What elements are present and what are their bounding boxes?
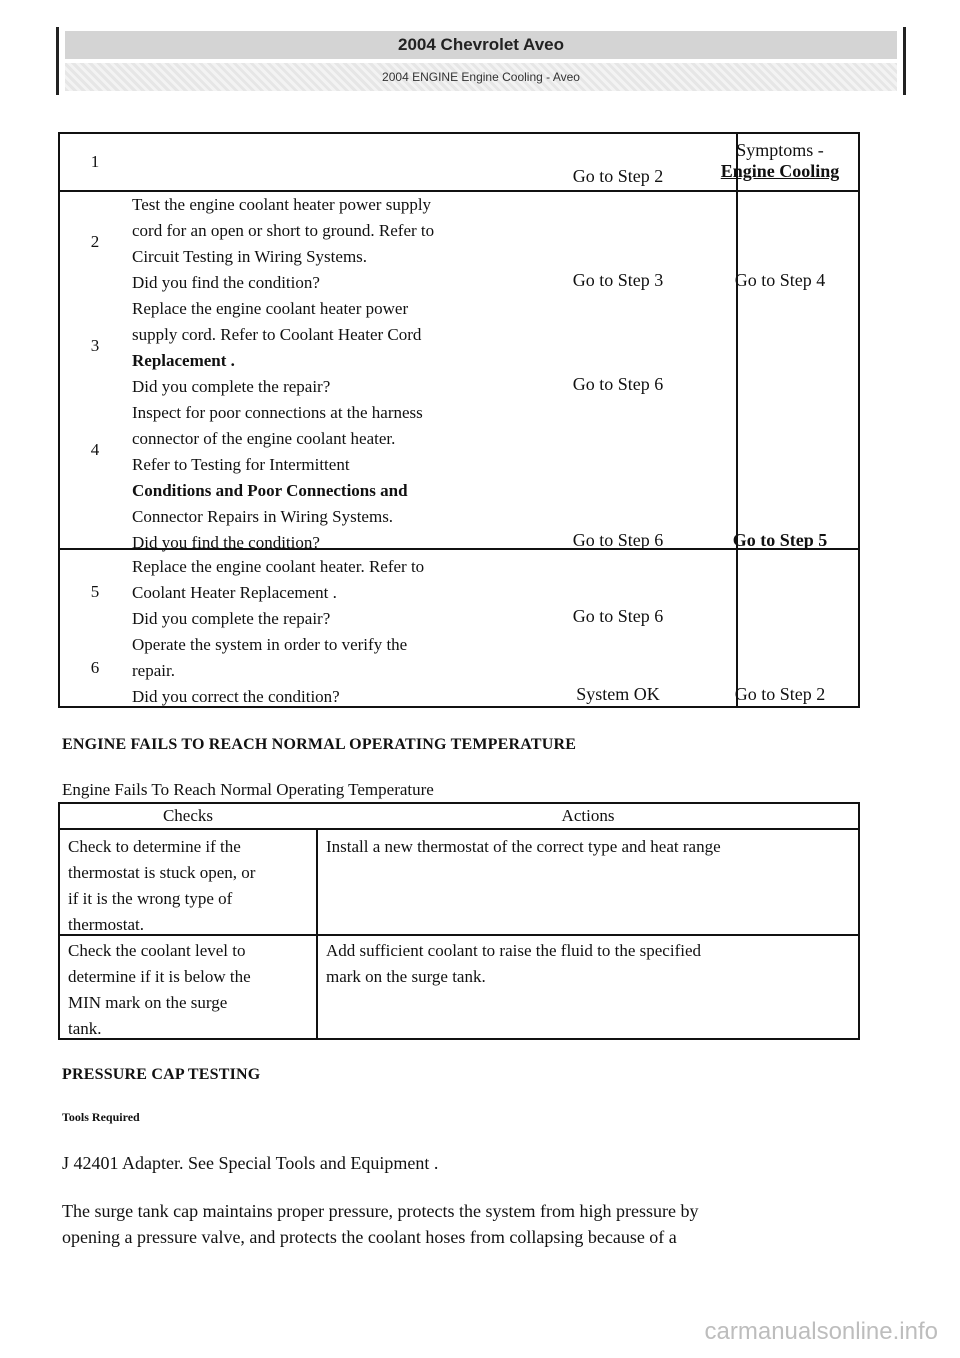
column-divider [736, 134, 738, 706]
check-cell [68, 834, 314, 938]
special-tools-link[interactable]: J 42401 Adapter. See Special Tools and Equipment . [62, 1153, 439, 1173]
section-title: PRESSURE CAP TESTING [62, 1066, 261, 1083]
question-line: Did you complete the repair? [132, 377, 331, 396]
diagnostic-table [58, 132, 860, 708]
action-line: mark on the surge tank. [326, 967, 486, 986]
action-line: Conditions and Poor Connections and [132, 481, 408, 500]
question-line: Did you find the condition? [132, 273, 320, 292]
step-number: 6 [90, 658, 100, 677]
action-cell [326, 834, 858, 860]
no-action: Go to Step 4 [734, 270, 826, 290]
step-number: 2 [90, 232, 100, 251]
action-cell [326, 938, 858, 990]
yes-action: System OK [576, 684, 660, 704]
paragraph-line: opening a pressure valve, and protects the coolant hoses from collapsing because of a [62, 1227, 677, 1247]
question-line: Did you correct the condition? [132, 687, 340, 706]
check-line: Check the coolant level to [68, 941, 246, 960]
action-line: Test the engine coolant heater power supply [132, 195, 432, 214]
testing-intermittent-link[interactable]: Refer to Testing for Intermittent [132, 455, 350, 474]
column-divider [316, 828, 318, 1038]
tools-required-label: Tools Required [62, 1110, 140, 1124]
action-line: repair. [132, 661, 175, 680]
step-number: 4 [90, 440, 100, 459]
check-cell [68, 938, 314, 1042]
yes-action: Go to Step 6 [572, 530, 664, 550]
coolant-heater-cord-link[interactable]: supply cord. Refer to Coolant Heater Cord [132, 325, 422, 344]
step-action [132, 192, 552, 296]
circuit-testing-link[interactable]: Circuit Testing in Wiring Systems. [132, 247, 368, 266]
step-action [132, 554, 552, 632]
question-line: Did you find the condition? [132, 533, 320, 552]
page-header [56, 27, 906, 95]
paragraph-line: The surge tank cap maintains proper pressure, protects the system from high pressure by [62, 1201, 699, 1221]
action-line: Replacement . [132, 351, 235, 370]
col-header-checks: Checks [162, 806, 214, 825]
check-line: Check to determine if the [68, 837, 241, 856]
action-line: Operate the system in order to verify the [132, 635, 408, 654]
no-action: Go to Step 2 [734, 684, 826, 704]
surge-tank-paragraph [62, 1198, 862, 1250]
step-action [132, 400, 552, 556]
action-line: cord for an open or short to ground. Refer to [132, 221, 435, 240]
watermark: carmanualsonline.info [704, 1318, 938, 1345]
connector-repairs-link[interactable]: Connector Repairs in Wiring Systems. [132, 507, 394, 526]
step-action [132, 632, 552, 710]
coolant-heater-link[interactable]: Coolant Heater Replacement . [132, 583, 337, 602]
action-line: Replace the engine coolant heater. Refer to [132, 557, 425, 576]
step-number: 1 [90, 152, 100, 171]
section-title: ENGINE FAILS TO REACH NORMAL OPERATING TEMPERATURE [62, 736, 577, 753]
no-action-line: Symptoms - [736, 140, 824, 160]
yes-action: Go to Step 6 [572, 606, 664, 626]
step-number: 3 [90, 336, 100, 355]
yes-action: Go to Step 3 [572, 270, 664, 290]
step-action [132, 296, 552, 400]
header-subtitle: 2004 ENGINE Engine Cooling - Aveo [65, 63, 897, 91]
header-title: 2004 Chevrolet Aveo [65, 31, 897, 59]
no-action [700, 140, 860, 182]
no-action: Go to Step 5 [732, 530, 828, 550]
tool-line [62, 1150, 862, 1176]
check-line: MIN mark on the surge [68, 993, 228, 1012]
yes-action: Go to Step 2 [572, 166, 664, 186]
step-number: 5 [90, 582, 100, 601]
action-line: connector of the engine coolant heater. [132, 429, 396, 448]
question-line: Did you complete the repair? [132, 609, 331, 628]
check-line: thermostat. [68, 915, 145, 934]
check-line: tank. [68, 1019, 102, 1038]
action-line: Inspect for poor connections at the harness [132, 403, 423, 422]
action-line: Add sufficient coolant to raise the fluid to the specified [326, 941, 701, 960]
row-divider [60, 828, 858, 830]
action-line: Install a new thermostat of the correct type and heat range [326, 837, 721, 856]
checks-actions-table [58, 802, 860, 1040]
table-caption: Engine Fails To Reach Normal Operating Temperature [62, 780, 434, 799]
col-header-actions: Actions [561, 806, 615, 825]
symptoms-link[interactable]: Engine Cooling [720, 161, 840, 181]
check-line: if it is the wrong type of [68, 889, 233, 908]
yes-action: Go to Step 6 [572, 374, 664, 394]
check-line: determine if it is below the [68, 967, 251, 986]
action-line: Replace the engine coolant heater power [132, 299, 409, 318]
check-line: thermostat is stuck open, or [68, 863, 256, 882]
